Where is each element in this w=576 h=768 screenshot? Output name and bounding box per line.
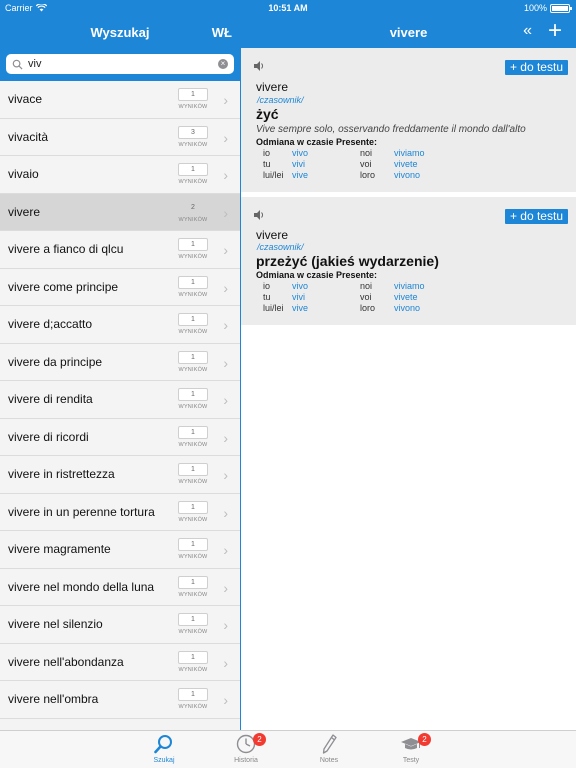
result-row[interactable] [0,606,240,644]
speaker-icon[interactable] [251,208,265,222]
result-word: vivere nell'abondanza [8,654,124,669]
verb-form: vivi [292,159,305,169]
chevron-right-icon: › [223,279,228,296]
chevron-right-icon: › [223,204,228,221]
result-row[interactable] [0,419,240,457]
pronoun: noi [360,281,373,291]
entry-word: vivere [256,80,289,94]
result-word: vivere in ristrettezza [8,467,115,481]
conjugation-title: Odmiana w czasie Presente: [256,137,378,147]
result-row[interactable] [0,569,240,607]
result-word: vivacità [8,129,49,144]
result-word: vivere di rendita [8,392,93,406]
part-of-speech: /czasownik/ [257,95,304,105]
pronoun: voi [360,292,372,302]
magnifier-icon [153,733,175,755]
conjugation-row [263,170,563,181]
tab-label: Szukaj [153,757,175,764]
result-count-label: WYNIKÓW [178,554,208,560]
translation: żyć [256,106,279,122]
result-word: vivaio [8,167,39,181]
result-count: 1 [178,88,208,101]
verb-form: vivi [292,292,305,302]
result-count: 1 [178,313,208,326]
result-count-label: WYNIKÓW [178,254,208,260]
entry-title: vivere [389,25,428,40]
result-count-label: WYNIKÓW [178,479,208,485]
chevron-right-icon: › [223,429,228,446]
pronoun: noi [360,148,373,158]
result-count: 1 [178,426,208,439]
pronoun: tu [263,159,271,169]
pronoun: lui/lei [263,170,284,180]
result-count-label: WYNIKÓW [178,666,208,673]
entry-content [241,48,576,730]
tab-testy[interactable] [381,733,441,764]
conjugation-table [263,281,563,314]
battery-fill [552,6,568,11]
result-row[interactable] [0,81,240,119]
historia-badge: 2 [253,733,266,746]
result-count: 3 [178,126,208,139]
search-input[interactable] [28,57,208,71]
result-word: vivere a fianco di qlcu [8,242,124,256]
status-bar [0,0,576,16]
verb-form: vivono [394,170,421,180]
pronoun: loro [360,170,376,180]
result-row[interactable] [0,494,240,532]
result-count-label: WYNIKÓW [178,329,208,335]
result-row[interactable] [0,344,240,382]
result-word: vivere [8,204,41,219]
carrier-label: Carrier [5,3,33,13]
result-count-label: WYNIKÓW [178,591,208,598]
verb-form: vivo [292,281,309,291]
tab-notes[interactable] [299,733,359,764]
part-of-speech: /czasownik/ [257,242,304,252]
pronoun: loro [360,303,376,313]
result-word: vivere come principe [8,279,119,294]
chevron-right-icon: › [223,654,228,671]
example-sentence: Vive sempre solo, osservando freddamente il mondo dall'alto [256,124,526,135]
result-count-label: WYNIKÓW [178,141,208,148]
tab-historia[interactable] [216,733,276,764]
result-word: vivere nel mondo della luna [8,579,155,594]
tab-szukaj[interactable] [134,733,194,764]
pronoun: tu [263,292,271,302]
verb-form: vivono [394,303,421,313]
battery-percent: 100% [523,3,547,13]
chevron-right-icon: › [223,167,228,183]
chevron-right-icon: › [223,579,228,596]
chevron-right-icon: › [223,467,228,483]
entry-card [241,197,576,325]
result-row[interactable] [0,381,240,419]
status-time: 10:51 AM [268,3,308,13]
tab-label: Notes [319,757,339,764]
pronoun: io [263,148,271,158]
search-area [0,48,240,81]
conjugation-row [263,159,563,170]
result-word: vivere d;accatto [8,317,93,331]
chevron-right-icon: › [223,129,228,146]
result-count: 1 [178,576,208,589]
add-to-test-button[interactable]: + do testu [505,209,568,224]
result-count: 1 [178,163,208,176]
result-count: 1 [178,501,208,514]
result-word: vivace [8,92,43,106]
result-word: vivere da principe [8,354,103,369]
tab-label: Testy [402,757,420,764]
results-list[interactable] [0,81,240,730]
result-word: vivere magramente [8,542,111,556]
conjugation-row [263,148,563,159]
pronoun: io [263,281,271,291]
speaker-icon[interactable] [251,59,265,73]
result-row[interactable] [0,119,240,157]
pronoun: lui/lei [263,303,284,313]
result-row[interactable] [0,456,240,494]
conjugation-row [263,292,563,303]
result-count-label: WYNIKÓW [178,216,208,223]
add-button[interactable]: + [547,17,562,44]
result-count: 1 [178,688,208,701]
tab-label: Historia [234,757,258,764]
chevron-right-icon: › [223,617,228,633]
verb-form: vivete [394,292,418,302]
chevron-right-icon: › [223,242,228,258]
result-count-label: WYNIKÓW [178,441,208,448]
result-count-label: WYNIKÓW [178,704,208,710]
verb-form: vive [292,303,309,313]
tab-bar [0,730,576,768]
result-count: 2 [178,201,208,214]
language-toggle-button[interactable]: WŁ [211,25,232,40]
verb-form: vivo [292,148,309,158]
conjugation-row [263,303,563,314]
result-row[interactable] [0,644,240,682]
translation: przeżyć (jakieś wydarzenie) [256,253,439,269]
collapse-panel-button[interactable]: « [523,22,532,39]
pronoun: voi [360,159,372,169]
result-word: vivere nell'ombra [8,692,99,706]
result-row[interactable] [0,681,240,719]
result-count-label: WYNIKÓW [178,404,208,410]
result-row[interactable] [0,156,240,194]
conjugation-table [263,148,563,181]
verb-form: viviamo [394,281,425,291]
result-word: vivere in un perenne tortura [8,504,155,519]
chevron-right-icon: › [223,92,228,108]
entry-card [241,48,576,192]
result-row[interactable] [0,231,240,269]
left-nav-bar [0,16,240,48]
result-count: 1 [178,388,208,401]
chevron-right-icon: › [223,392,228,408]
entry-word: vivere [256,228,289,242]
chevron-right-icon: › [223,317,228,333]
result-count-label: WYNIKÓW [178,366,208,373]
result-count-label: WYNIKÓW [178,516,208,523]
result-count: 1 [178,276,208,289]
result-row[interactable] [0,306,240,344]
result-count-label: WYNIKÓW [178,179,208,185]
result-count: 1 [178,238,208,251]
chevron-right-icon: › [223,354,228,371]
verb-form: vivete [394,159,418,169]
search-icon [12,59,23,70]
chevron-right-icon: › [223,542,228,558]
result-count-label: WYNIKÓW [178,104,208,110]
battery-icon [550,4,570,13]
testy-badge: 2 [418,733,431,746]
conjugation-title: Odmiana w czasie Presente: [256,270,378,280]
right-nav-bar [241,16,576,48]
result-row[interactable] [0,194,240,232]
result-count: 1 [178,538,208,551]
result-row[interactable] [0,531,240,569]
verb-form: vive [292,170,309,180]
result-count-label: WYNIKÓW [178,629,208,635]
result-count: 1 [178,351,208,364]
chevron-right-icon: › [223,504,228,521]
result-count: 1 [178,613,208,626]
result-count-label: WYNIKÓW [178,291,208,298]
search-box[interactable] [6,54,234,74]
search-title: Wyszukaj [90,25,150,40]
pencil-icon [318,733,340,755]
result-row[interactable] [0,269,240,307]
result-word: vivere di ricordi [8,429,89,444]
chevron-right-icon: › [223,692,228,708]
add-to-test-button[interactable]: + do testu [505,60,568,75]
result-count: 1 [178,463,208,476]
clear-search-icon[interactable]: × [218,59,228,69]
conjugation-row [263,281,563,292]
verb-form: viviamo [394,148,425,158]
result-word: vivere nel silenzio [8,617,103,631]
result-count: 1 [178,651,208,664]
